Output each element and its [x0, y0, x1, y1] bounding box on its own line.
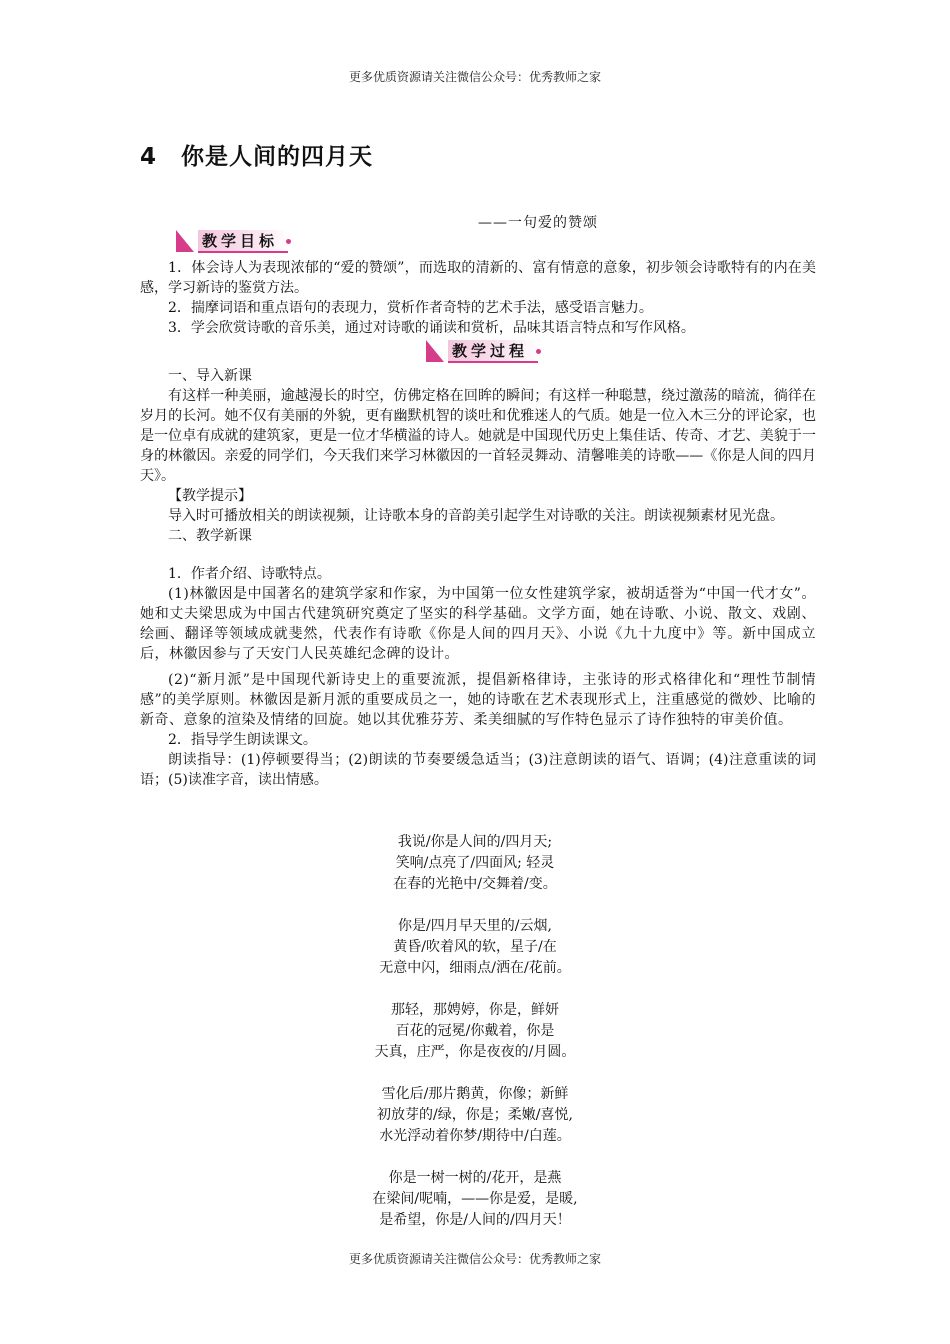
poem	[0, 832, 950, 1252]
poem-line: 初放芽的/绿，你是；柔嫩/喜悦,	[377, 1107, 573, 1123]
process-body	[140, 366, 816, 790]
poem-line: 在梁间/呢喃，——你是爱，是暖,	[372, 1191, 578, 1207]
poem-line: 黄昏/吹着风的软，星子/在	[393, 939, 557, 955]
banner-triangle-icon	[426, 340, 444, 362]
poem-line: 是希望，你是/人间的/四月天！	[379, 1212, 571, 1228]
author-paragraph: (1)林徽因是中国著名的建筑学家和作家，为中国第一位女性建筑学家，被胡适誉为“中国一代才女”。她和丈夫梁思成为中国古代建筑研究奠定了坚实的科学基础。文学方面，她在诗歌、小说、散文、戏剧、绘画、翻译等领域成就斐然，代表作有诗歌《你是人间的四月天》、小说《九十九度中》等。新中国成立后，林徽因参与了天安门人民英雄纪念碑的设计。	[140, 586, 816, 662]
process-heading: 教学过程	[448, 340, 538, 363]
poem-line: 百花的冠冕/你戴着，你是	[395, 1023, 555, 1039]
intro-paragraph: 有这样一种美丽，逾越漫长的时空，仿佛定格在回眸的瞬间；有这样一种聪慧，绕过激荡的暗流，徜徉在岁月的长河。她不仅有美丽的外貌，更有幽默机智的谈吐和优雅迷人的气质。她是一位入木三分的评论家，也是一位卓有成就的建筑家，更是一位才华横溢的诗人。她就是中国现代历史上集佳话、传奇、才艺、美貌于一身的林徽因。亲爱的同学们，今天我们来学习林徽因的一首轻灵舞动、清馨唯美的诗歌——《你是人间的四月天》。	[140, 388, 816, 484]
goal-item: 1．体会诗人为表现浓郁的“爱的赞颂”，而选取的清新的、富有情意的意象，初步领会诗歌特有的内在美感，学习新诗的鉴赏方法。	[140, 260, 816, 296]
goals-heading: 教学目标	[198, 230, 288, 253]
poem-line: 笑响/点亮了/四面风; 轻灵	[395, 855, 555, 871]
reading-guide: 朗读指导：(1)停顿要得当；(2)朗读的节奏要缓急适当；(3)注意朗读的语气、语调；(4)注意重读的词语；(5)读准字音，读出情感。	[140, 752, 816, 788]
tip-label: 【教学提示】	[168, 488, 252, 504]
section-title: 一、导入新课	[168, 368, 252, 384]
page-footer: 更多优质资源请关注微信公众号：优秀教师之家	[348, 1252, 601, 1266]
banner-dot-icon	[286, 239, 291, 244]
tip-paragraph: 导入时可播放相关的朗读视频，让诗歌本身的音韵美引起学生对诗歌的关注。朗读视频素材见光盘。	[168, 508, 784, 524]
lesson-number: 4	[140, 144, 158, 170]
poem-stanza	[0, 1168, 950, 1231]
poem-line: 雪化后/那片鹅黄，你像；新鲜	[381, 1086, 569, 1102]
page-header: 更多优质资源请关注微信公众号：优秀教师之家	[348, 70, 601, 84]
goal-item: 2．揣摩词语和重点语句的表现力，赏析作者奇特的艺术手法，感受语言魅力。	[168, 300, 653, 316]
poem-line: 无意中闪，细雨点/洒在/花前。	[379, 960, 571, 976]
author-paragraph: (2)“新月派”是中国现代新诗史上的重要流派，提倡新格律诗，主张诗的形式格律化和“理性节制情感”的美学原则。林徽因是新月派的重要成员之一，她的诗歌在艺术表现形式上，注重感觉的微妙、比喻的新奇、意象的渲染及情绪的回旋。她以其优雅芬芳、柔美细腻的写作特色显示了诗作独特的审美价值。	[140, 672, 816, 728]
step-title: 2．指导学生朗读课文。	[168, 732, 317, 748]
lesson-title-text: 你是人间的四月天	[181, 144, 374, 170]
step-title: 1．作者介绍、诗歌特点。	[168, 566, 331, 582]
poem-line: 在春的光艳中/交舞着/变。	[393, 876, 557, 892]
poem-line: 天真，庄严，你是夜夜的/月圆。	[374, 1044, 576, 1060]
poem-stanza	[0, 1084, 950, 1147]
goals-banner	[176, 228, 291, 254]
poem-line: 你是一树一树的/花开，是燕	[388, 1170, 562, 1186]
poem-line: 水光浮动着你梦/期待中/白莲。	[379, 1128, 571, 1144]
process-banner	[426, 338, 541, 364]
poem-stanza	[0, 832, 950, 895]
goals-list	[140, 258, 816, 338]
poem-stanza	[0, 1000, 950, 1063]
banner-triangle-icon	[176, 230, 194, 252]
lesson-title	[140, 138, 373, 171]
poem-line: 我说/你是人间的/四月天;	[397, 834, 553, 850]
poem-line: 那轻，那娉婷，你是，鲜妍	[391, 1002, 559, 1018]
lesson-subtitle: ——一句爱的赞颂	[478, 215, 598, 231]
banner-dot-icon	[536, 349, 541, 354]
goal-item: 3．学会欣赏诗歌的音乐美，通过对诗歌的诵读和赏析，品味其语言特点和写作风格。	[168, 320, 695, 336]
section-title: 二、教学新课	[168, 528, 252, 544]
poem-line: 你是/四月早天里的/云烟,	[398, 918, 552, 934]
poem-stanza	[0, 916, 950, 979]
